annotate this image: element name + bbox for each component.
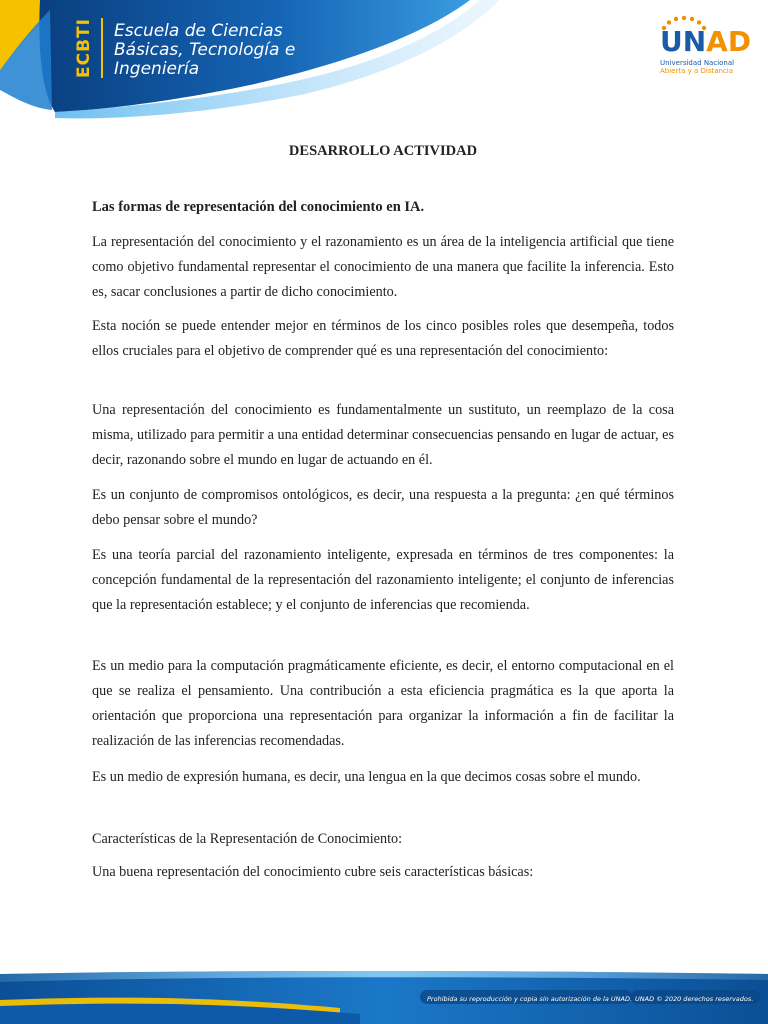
footer-notice: Prohibida su reproducción y copia sin autorización de la UNAD. (427, 995, 633, 1003)
header-divider (101, 18, 103, 78)
footer-banner (0, 960, 768, 1024)
footer-banner-graphic (0, 960, 768, 1024)
ecbti-text: ECBTI (74, 18, 94, 78)
paragraph-1: La representación del conocimiento y el razonamiento es un área de la inteligencia artificial que tiene como objetivo fundamental representar el conocimiento de una manera que facilite la inferencia. Esto es, sacar conclusiones a partir de dicho conocimiento. (92, 234, 674, 300)
paragraph-6: Es un medio para la computación pragmáticamente eficiente, es decir, el entorno computacional en el que se realiza el pensamiento. Una contribución a esta eficiencia pragmática es la que aporta la orientación que proporciona una representación para organizar la información a fin de facilitar la realización de las inferencias recomendadas. (92, 658, 674, 749)
logo-subtitle-2: Abierta y a Distancia (660, 67, 734, 75)
school-name-line-3: Ingeniería (114, 59, 200, 79)
paragraph-8: Características de la Representación de Conocimiento: (92, 831, 403, 847)
school-name-line-1: Escuela de Ciencias (114, 21, 283, 41)
logo-wordmark (660, 25, 752, 58)
paragraph-2: Esta noción se puede entender mejor en términos de los cinco posibles roles que desempeña, todos ellos cruciales para el objetivo de comprender qué es una representación del conocimiento: (92, 318, 674, 359)
paragraph-9: Una buena representación del conocimiento cubre seis características básicas: (92, 864, 534, 880)
paragraph-5: Es una teoría parcial del razonamiento inteligente, expresada en términos de tres componentes: la concepción fundamental de la representación del razonamiento inteligente; el conjunto de inferencias que la representación establece; y el conjunto de inferencias que recomienda. (92, 547, 674, 613)
school-name (114, 22, 295, 79)
ecbti-label (73, 18, 95, 78)
school-name-line-2: Básicas, Tecnología e (114, 40, 296, 60)
document-title: DESARROLLO ACTIVIDAD (288, 143, 478, 159)
paragraph-3: Una representación del conocimiento es fundamentalmente un sustituto, un reemplazo de la cosa misma, utilizado para permitir a una entidad determinar consecuencias pensando en lugar de actuar, es decir, razonando sobre el mundo en lugar de actuando en él. (92, 402, 674, 468)
unad-logo (658, 16, 752, 80)
logo-subtitle-1: Universidad Nacional (660, 59, 735, 67)
paragraph-7: Es un medio de expresión humana, es decir, una lengua en la que decimos cosas sobre el mundo. (92, 769, 641, 785)
section-heading: Las formas de representación del conocimiento en IA. (92, 199, 425, 215)
footer-copyright: UNAD © 2020 derechos reservados. (635, 995, 754, 1003)
paragraph-4: Es un conjunto de compromisos ontológicos, es decir, una respuesta a la pregunta: ¿en qué términos debo pensar sobre el mundo? (92, 487, 674, 528)
header-banner (0, 0, 768, 130)
logo-wordmark-ad: AD (706, 25, 752, 58)
logo-wordmark-un: UN (660, 25, 707, 58)
